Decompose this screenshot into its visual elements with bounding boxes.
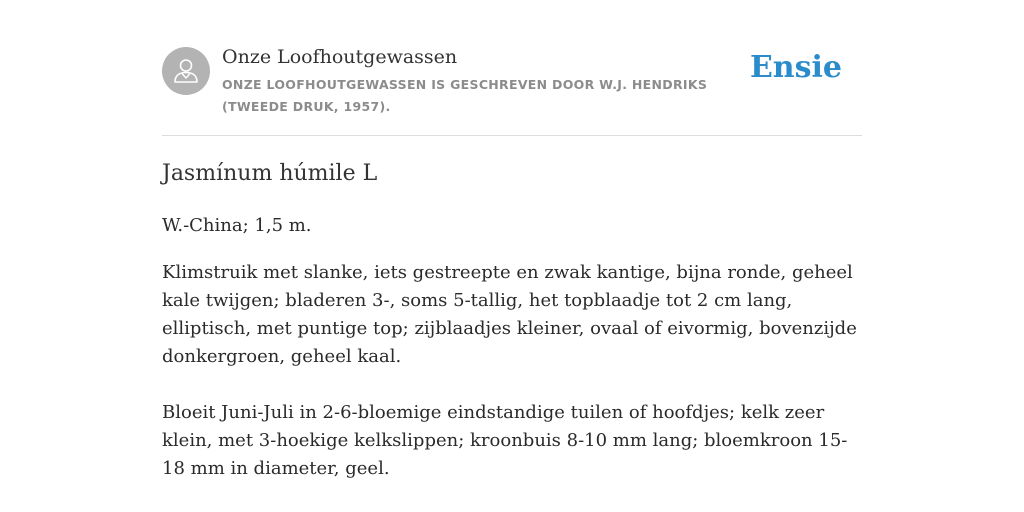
- entry-title: Jasmínum húmile L: [162, 161, 378, 186]
- ensie-logo-link[interactable]: Ensie: [749, 50, 842, 85]
- book-title[interactable]: Onze Loofhoutgewassen: [222, 46, 458, 68]
- entry-content: [162, 156, 862, 483]
- book-subtitle: ONZE LOOFHOUTGEWASSEN IS GESCHREVEN DOOR W.J. HENDRIKS (TWEEDE DRUK, 1957).: [222, 77, 708, 114]
- entry-paragraph-origin: W.-China; 1,5 m.: [162, 215, 312, 236]
- entry-paragraph-flowering: Bloeit Juni-Juli in 2-6-bloemige eindstandige tuilen of hoofdjes; kelk zeer klein, met 3-hoekige kelkslippen; kroonbuis 8-10 mm lang; bloemkroon 15-18 mm in diameter, geel.: [162, 402, 848, 479]
- entry-paragraph-description: Klimstruik met slanke, iets gestreepte en zwak kantige, bijna ronde, geheel kale twijgen; bladeren 3-, soms 5-tallig, het topblaadje tot 2 cm lang, elliptisch, met puntige top; zijblaadjes kleiner, ovaal of eivormig, bovenzijde donkergroen, geheel kaal.: [162, 262, 857, 367]
- header-divider: [162, 135, 862, 136]
- user-icon: [162, 47, 210, 95]
- book-header: [162, 45, 862, 135]
